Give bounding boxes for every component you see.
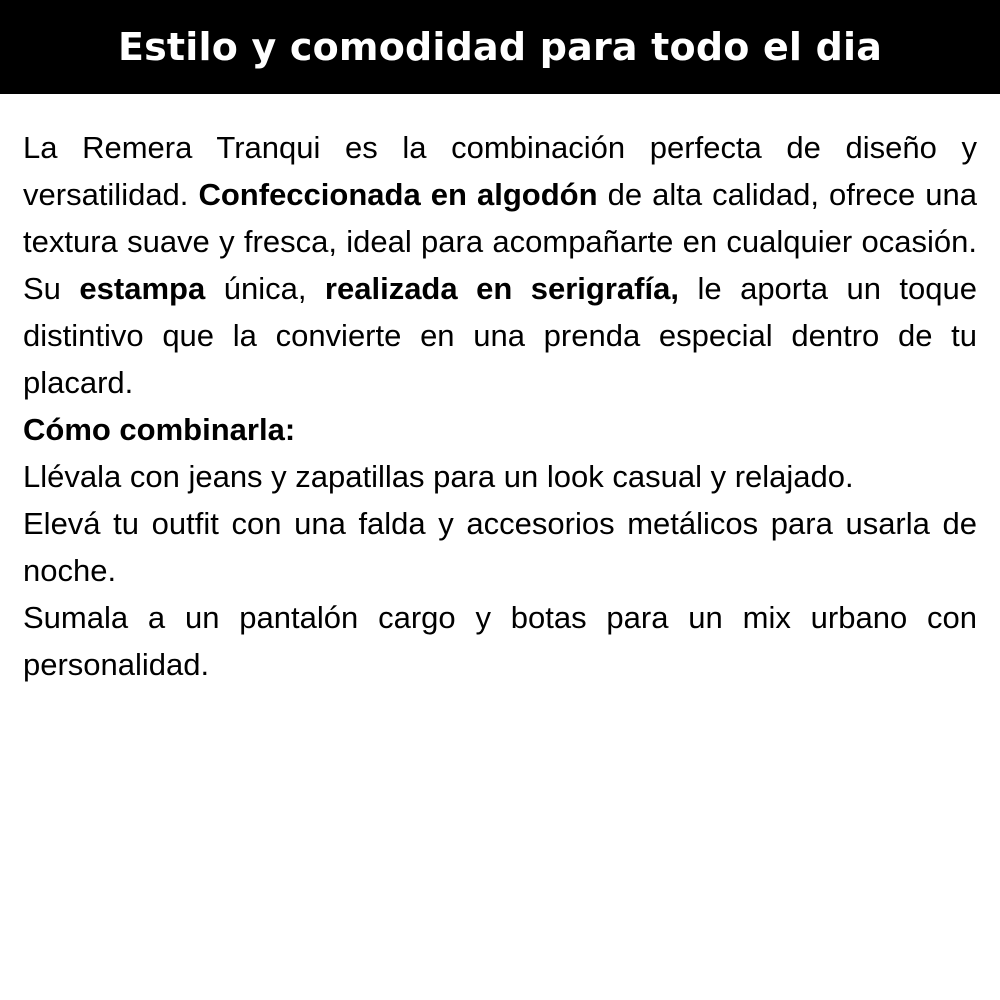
combine-heading: Cómo combinarla:	[23, 412, 296, 447]
page-title: Estilo y comodidad para todo el dia	[117, 25, 883, 69]
intro-bold-technique: realizada en serigrafía,	[324, 271, 679, 306]
combine-item-night: Elevá tu outfit con una falda y accesorios metálicos para usarla de noche.	[23, 506, 977, 588]
intro-paragraph	[23, 124, 977, 406]
intro-text-2: de alta calidad, ofrece una textura suave y fresca, ideal para acompañarte en cualquier ocasión. Su	[23, 177, 977, 306]
combine-item-urban: Sumala a un pantalón cargo y botas para un mix urbano con personalidad.	[23, 600, 977, 682]
intro-bold-print: estampa	[79, 271, 206, 306]
intro-text-1: La Remera Tranqui es la combinación perfecta de diseño y versatilidad.	[23, 130, 977, 212]
header-banner	[0, 0, 1000, 94]
intro-text-4: le aporta un toque distintivo que la convierte en una prenda especial dentro de tu placard.	[23, 271, 978, 400]
intro-text-3: única,	[205, 271, 325, 306]
combine-item-casual: Llévala con jeans y zapatillas para un look casual y relajado.	[23, 459, 854, 494]
intro-bold-material: Confeccionada en algodón	[198, 177, 598, 212]
product-description	[23, 124, 977, 688]
